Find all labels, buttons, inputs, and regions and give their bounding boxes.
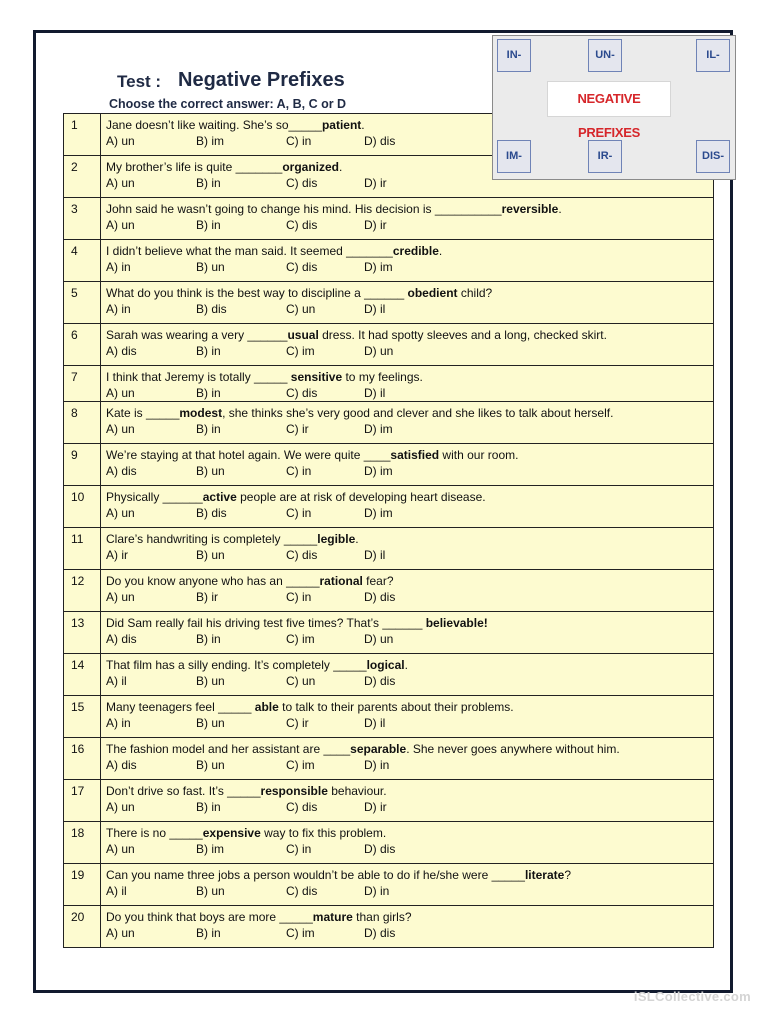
question-row — [64, 696, 714, 738]
question-row — [64, 444, 714, 486]
question-text — [106, 447, 709, 463]
answer-options — [106, 589, 709, 605]
answer-options — [106, 343, 709, 359]
answer-option[interactable]: B) im — [196, 134, 224, 148]
question-root-word: credible — [392, 244, 439, 258]
question-cell — [101, 738, 714, 780]
answer-option[interactable]: D) in — [364, 758, 390, 772]
question-cell — [101, 822, 714, 864]
answer-option[interactable]: D) il — [364, 548, 386, 562]
question-text-before: Can you name three jobs a person wouldn’t be able to do if he/she were _____ — [106, 868, 525, 882]
answer-option[interactable]: A) in — [106, 716, 131, 730]
question-cell — [101, 402, 714, 444]
answer-option[interactable]: D) dis — [364, 590, 396, 604]
question-cell — [101, 906, 714, 948]
question-row — [64, 906, 714, 948]
question-row — [64, 612, 714, 654]
question-cell — [101, 864, 714, 906]
question-row — [64, 486, 714, 528]
answer-option[interactable]: D) dis — [364, 134, 396, 148]
answer-option[interactable]: A) un — [106, 176, 135, 190]
question-cell — [101, 324, 714, 366]
answer-option[interactable]: D) im — [364, 260, 393, 274]
question-text — [106, 657, 709, 673]
question-number: 17 — [64, 780, 101, 822]
answer-option[interactable]: C) in — [286, 134, 312, 148]
question-cell — [101, 444, 714, 486]
question-root-word: patient — [321, 118, 362, 132]
question-row — [64, 366, 714, 402]
answer-option[interactable]: A) un — [106, 422, 135, 436]
answer-option[interactable]: D) un — [364, 632, 394, 646]
answer-options — [106, 673, 709, 689]
question-root-word: obedient — [407, 286, 458, 300]
answer-options — [106, 715, 709, 731]
question-number: 10 — [64, 486, 101, 528]
question-text-before: What do you think is the best way to discipline a ______ — [106, 286, 408, 300]
answer-option[interactable]: D) dis — [364, 674, 396, 688]
question-text-before: John said he wasn’t going to change his mind. His decision is __________ — [106, 202, 502, 216]
prefix-tile-ir: IR- — [588, 140, 622, 173]
question-text-after: . — [438, 244, 443, 258]
answer-option[interactable]: B) un — [196, 716, 225, 730]
question-text-after: way to fix this problem. — [260, 826, 387, 840]
question-row — [64, 198, 714, 240]
answer-option[interactable]: C) in — [286, 464, 312, 478]
answer-option[interactable]: D) im — [364, 422, 393, 436]
answer-option[interactable]: D) un — [364, 344, 394, 358]
prefix-tile-un: UN- — [588, 39, 622, 72]
question-cell — [101, 528, 714, 570]
question-text-before: That film has a silly ending. It’s completely _____ — [106, 658, 367, 672]
question-text-before: Don’t drive so fast. It’s _____ — [106, 784, 261, 798]
question-root-word: logical — [366, 658, 405, 672]
answer-option[interactable]: D) ir — [364, 218, 387, 232]
question-text-after: . — [558, 202, 562, 216]
answer-option[interactable]: C) un — [286, 674, 316, 688]
question-text-before: We’re staying at that hotel again. We were quite ____ — [106, 448, 391, 462]
answer-option[interactable]: C) im — [286, 632, 315, 646]
answer-options — [106, 547, 709, 563]
question-cell — [101, 366, 714, 402]
answer-option[interactable]: D) im — [364, 464, 393, 478]
answer-option[interactable]: D) ir — [364, 800, 387, 814]
question-text — [106, 285, 709, 301]
question-root-word: satisfied — [390, 448, 440, 462]
question-row — [64, 240, 714, 282]
answer-option[interactable]: D) il — [364, 716, 386, 730]
question-root-word: legible — [317, 532, 356, 546]
answer-option[interactable]: D) in — [364, 884, 390, 898]
question-root-word: mature — [312, 910, 353, 924]
answer-option[interactable]: A) il — [106, 884, 127, 898]
answer-option[interactable]: C) dis — [286, 218, 318, 232]
prefix-tile-in: IN- — [497, 39, 531, 72]
question-text-after: to talk to their parents about their problems. — [278, 700, 514, 714]
answer-option[interactable]: B) in — [196, 926, 221, 940]
question-text — [106, 741, 709, 757]
question-root-word: reversible — [501, 202, 559, 216]
answer-option[interactable]: A) il — [106, 674, 127, 688]
question-root-word: literate — [524, 868, 565, 882]
question-number: 1 — [64, 114, 101, 156]
question-text-before: I think that Jeremy is totally _____ — [106, 370, 291, 384]
question-cell — [101, 780, 714, 822]
question-number: 8 — [64, 402, 101, 444]
answer-option[interactable]: A) un — [106, 134, 135, 148]
answer-option[interactable]: B) in — [196, 386, 221, 400]
answer-option[interactable]: A) ir — [106, 548, 128, 562]
answer-option[interactable]: C) im — [286, 344, 315, 358]
question-row — [64, 654, 714, 696]
question-number: 18 — [64, 822, 101, 864]
question-text — [106, 699, 709, 715]
answer-option[interactable]: D) il — [364, 302, 386, 316]
question-text — [106, 531, 709, 547]
answer-options — [106, 505, 709, 521]
answer-option[interactable]: A) un — [106, 218, 135, 232]
answer-option[interactable]: A) dis — [106, 344, 137, 358]
answer-option[interactable]: A) un — [106, 926, 135, 940]
answer-option[interactable]: D) il — [364, 386, 386, 400]
answer-option[interactable]: B) in — [196, 632, 221, 646]
answer-options — [106, 259, 709, 275]
question-row — [64, 402, 714, 444]
question-row — [64, 282, 714, 324]
answer-options — [106, 757, 709, 773]
question-cell — [101, 612, 714, 654]
prefix-image — [492, 35, 736, 180]
question-text — [106, 369, 709, 385]
answer-option[interactable]: C) un — [286, 302, 316, 316]
answer-option[interactable]: C) im — [286, 758, 315, 772]
answer-options — [106, 799, 709, 815]
question-number: 9 — [64, 444, 101, 486]
question-text-after: with our room. — [439, 448, 519, 462]
question-text — [106, 909, 709, 925]
answer-option[interactable]: B) in — [196, 344, 221, 358]
answer-option[interactable]: C) dis — [286, 800, 318, 814]
question-table-body — [64, 114, 714, 948]
question-text — [106, 405, 709, 421]
question-row — [64, 738, 714, 780]
question-text-after: . — [404, 658, 408, 672]
answer-option[interactable]: A) un — [106, 386, 135, 400]
answer-option[interactable]: C) dis — [286, 386, 318, 400]
question-text — [106, 243, 709, 259]
answer-options — [106, 301, 709, 317]
question-text-before: Sarah was wearing a very ______ — [106, 328, 288, 342]
question-number: 6 — [64, 324, 101, 366]
answer-options — [106, 883, 709, 899]
answer-option[interactable]: B) un — [196, 674, 225, 688]
instructions: Choose the correct answer: A, B, C or D — [109, 97, 347, 111]
question-root-word: rational — [319, 574, 363, 588]
question-cell — [101, 282, 714, 324]
answer-option[interactable]: C) ir — [286, 422, 309, 436]
question-number: 2 — [64, 156, 101, 198]
answer-option[interactable]: B) ir — [196, 590, 218, 604]
question-row — [64, 570, 714, 612]
answer-option[interactable]: B) un — [196, 884, 225, 898]
question-text-before: Kate is _____ — [106, 406, 180, 420]
answer-option[interactable]: C) ir — [286, 716, 309, 730]
question-root-word: active — [202, 490, 237, 504]
question-number: 3 — [64, 198, 101, 240]
question-row — [64, 324, 714, 366]
prefix-banner: NEGATIVE PREFIXES — [547, 81, 671, 117]
answer-option[interactable]: B) in — [196, 800, 221, 814]
answer-option[interactable]: C) dis — [286, 260, 318, 274]
answer-option[interactable]: A) un — [106, 506, 135, 520]
question-text-after: . — [361, 118, 365, 132]
question-text — [106, 867, 709, 883]
question-number: 16 — [64, 738, 101, 780]
question-text-after: . She never goes anywhere without him. — [406, 742, 620, 756]
question-cell — [101, 240, 714, 282]
answer-option[interactable]: C) in — [286, 842, 312, 856]
question-text-before: Many teenagers feel _____ — [106, 700, 255, 714]
answer-option[interactable]: C) dis — [286, 176, 318, 190]
answer-option[interactable]: A) dis — [106, 464, 137, 478]
answer-options — [106, 385, 709, 401]
question-text-before: Physically ______ — [106, 490, 203, 504]
prefix-tile-dis: DIS- — [696, 140, 730, 173]
prefix-tile-im: IM- — [497, 140, 531, 173]
answer-option[interactable]: A) in — [106, 302, 131, 316]
question-text — [106, 825, 709, 841]
answer-option[interactable]: C) dis — [286, 884, 318, 898]
answer-option[interactable]: B) un — [196, 758, 225, 772]
question-number: 11 — [64, 528, 101, 570]
question-text-after: ? — [564, 868, 571, 882]
question-text-after: dress. It had spotty sleeves and a long, checked skirt. — [318, 328, 607, 342]
question-root-word: expensive — [202, 826, 261, 840]
question-text-before: The fashion model and her assistant are ____ — [106, 742, 351, 756]
question-cell — [101, 696, 714, 738]
question-root-word: organized — [282, 160, 339, 174]
question-number: 4 — [64, 240, 101, 282]
answer-option[interactable]: A) un — [106, 590, 135, 604]
question-root-word: believable! — [425, 616, 488, 630]
question-number: 14 — [64, 654, 101, 696]
question-number: 20 — [64, 906, 101, 948]
test-label: Test : — [117, 72, 162, 91]
question-row — [64, 780, 714, 822]
answer-option[interactable]: B) un — [196, 548, 225, 562]
question-number: 5 — [64, 282, 101, 324]
question-text — [106, 201, 709, 217]
answer-option[interactable]: B) dis — [196, 302, 227, 316]
watermark: iSLCollective.com — [633, 989, 751, 1004]
answer-options — [106, 217, 709, 233]
answer-option[interactable]: C) in — [286, 506, 312, 520]
question-cell — [101, 198, 714, 240]
question-cell — [101, 654, 714, 696]
question-row — [64, 528, 714, 570]
answer-options — [106, 841, 709, 857]
answer-option[interactable]: A) dis — [106, 632, 137, 646]
question-cell — [101, 486, 714, 528]
question-text — [106, 489, 709, 505]
answer-option[interactable]: B) in — [196, 422, 221, 436]
question-text-before: Clare’s handwriting is completely _____ — [106, 532, 318, 546]
answer-option[interactable]: A) in — [106, 260, 131, 274]
answer-option[interactable]: B) dis — [196, 506, 227, 520]
page-title: Negative Prefixes — [178, 69, 345, 91]
question-table — [63, 113, 714, 948]
answer-options — [106, 463, 709, 479]
question-text-after: to my feelings. — [342, 370, 423, 384]
answer-option[interactable]: B) im — [196, 842, 224, 856]
question-text — [106, 327, 709, 343]
question-number: 19 — [64, 864, 101, 906]
question-root-word: responsible — [260, 784, 328, 798]
question-text-before: Do you think that boys are more _____ — [106, 910, 313, 924]
question-cell — [101, 570, 714, 612]
question-root-word: modest — [179, 406, 223, 420]
answer-option[interactable]: B) un — [196, 464, 225, 478]
answer-option[interactable]: B) in — [196, 218, 221, 232]
answer-option[interactable]: D) ir — [364, 176, 387, 190]
question-text-after: . — [355, 532, 359, 546]
answer-option[interactable]: C) in — [286, 590, 312, 604]
question-text-before: Jane doesn’t like waiting. She’s so_____ — [106, 118, 322, 132]
question-root-word: sensitive — [290, 370, 343, 384]
question-row — [64, 864, 714, 906]
question-text-before: Did Sam really fail his driving test five times? That’s ______ — [106, 616, 426, 630]
question-number: 12 — [64, 570, 101, 612]
question-text-after: people are at risk of developing heart disease. — [236, 490, 486, 504]
answer-options — [106, 925, 709, 941]
question-number: 7 — [64, 366, 101, 402]
question-root-word: separable — [350, 742, 407, 756]
question-text — [106, 615, 709, 631]
question-text — [106, 573, 709, 589]
answer-option[interactable]: B) un — [196, 260, 225, 274]
answer-option[interactable]: D) im — [364, 506, 393, 520]
question-text-before: I didn’t believe what the man said. It seemed _______ — [106, 244, 393, 258]
question-text-after: child? — [457, 286, 493, 300]
question-text-before: There is no _____ — [106, 826, 203, 840]
question-text-after: behaviour. — [327, 784, 387, 798]
question-root-word: usual — [287, 328, 319, 342]
answer-option[interactable]: C) dis — [286, 548, 318, 562]
question-number: 13 — [64, 612, 101, 654]
question-text-after: . — [339, 160, 343, 174]
question-number: 15 — [64, 696, 101, 738]
question-row — [64, 822, 714, 864]
answer-options — [106, 421, 709, 437]
prefix-tile-il: IL- — [696, 39, 730, 72]
answer-option[interactable]: D) dis — [364, 842, 396, 856]
answer-option[interactable]: B) in — [196, 176, 221, 190]
answer-option[interactable]: C) im — [286, 926, 315, 940]
answer-option[interactable]: D) dis — [364, 926, 396, 940]
answer-option[interactable]: A) un — [106, 842, 135, 856]
answer-option[interactable]: A) un — [106, 800, 135, 814]
question-root-word: able — [254, 700, 279, 714]
question-text-before: My brother’s life is quite _______ — [106, 160, 283, 174]
question-text-after: fear? — [362, 574, 394, 588]
answer-option[interactable]: A) dis — [106, 758, 137, 772]
question-text-after: than girls? — [352, 910, 412, 924]
question-text-after: , she thinks she’s very good and clever and she likes to talk about herself. — [222, 406, 614, 420]
question-text — [106, 783, 709, 799]
answer-options — [106, 631, 709, 647]
question-text-before: Do you know anyone who has an _____ — [106, 574, 320, 588]
